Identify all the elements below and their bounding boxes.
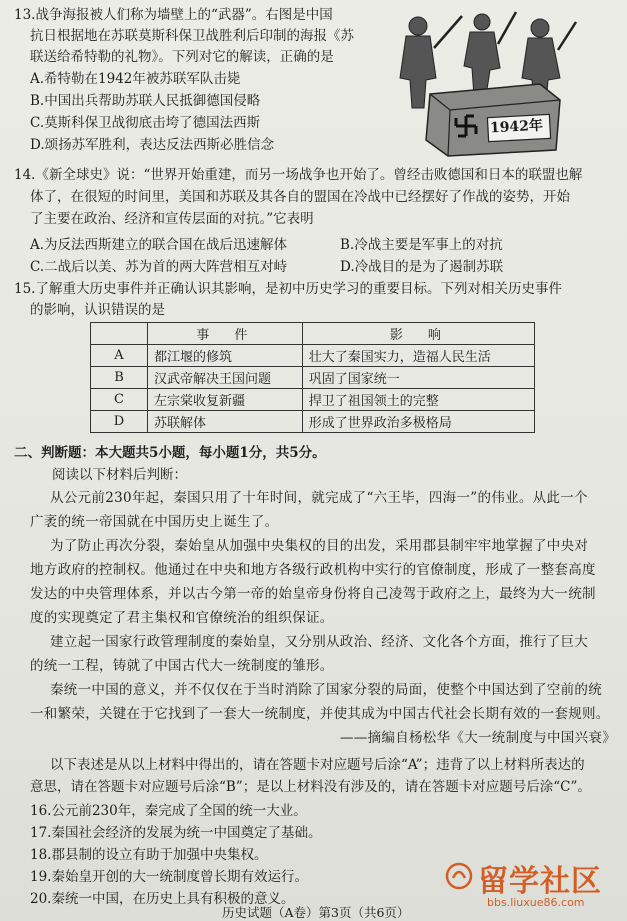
q14-option-d: D.冷战目的是为了遏制苏联: [340, 259, 504, 275]
events-table: [90, 322, 535, 433]
row-event: 汉武帝解决王国问题: [148, 367, 303, 389]
q13-line-3: 联送给希特勒的礼物》。下列对它的解读，正确的是: [30, 49, 334, 65]
q13-option-a: A.希特勒在1942年被苏联军队击毙: [30, 71, 241, 87]
q15-line-2: 的影响，认识错误的是: [30, 302, 165, 318]
table-row: [91, 367, 535, 389]
row-event: 都江堰的修筑: [148, 345, 303, 367]
material-line: 广袤的统一帝国就在中国历史上诞生了。: [30, 514, 279, 530]
table-header-impact: 影 响: [302, 323, 534, 345]
section-2-intro: 阅读以下材料后判断：: [52, 467, 187, 483]
q13-line-2: 抗日根据地在苏联莫斯科保卫战胜利后印制的海报《苏: [30, 28, 354, 44]
q14-line-2: 体了，在很短的时间里，美国和苏联及其各自的盟国在冷战中已经摆好了作战的姿势，开始: [30, 189, 570, 205]
table-header-event: 事 件: [148, 323, 303, 345]
q14-option-b: B.冷战主要是军事上的对抗: [340, 237, 503, 253]
judgment-item-19: 19.秦始皇开创的大一统制度曾长期有效运行。: [30, 869, 308, 885]
watermark-brand: 留学社区: [478, 864, 602, 899]
table-row: [91, 389, 535, 411]
section-2-title: 二、判断题：本大题共5小题，每小题1分，共5分。: [14, 445, 326, 461]
q14-line-3: 了主要在政治、经济和宣传层面的对抗。”它表明: [30, 211, 314, 227]
row-label: B: [91, 367, 148, 389]
material-line: 一和繁荣，关键在于它找到了一套大一统制度，并使其成为中国古代社会长期有效的一套规则。: [30, 706, 610, 722]
row-label: A: [91, 345, 148, 367]
material-line: 地方政府的控制权。他通过在中央和地方各级行政机构中实行的官僚制度，形成了一整套高度: [30, 562, 596, 578]
table-header-blank: [91, 323, 148, 345]
q15-line-1: 15.了解重大历史事件并正确认识其影响，是初中历史学习的重要目标。下列对相关历史事件: [14, 281, 562, 297]
judgment-item-16: 16.公元前230年，秦完成了全国的统一大业。: [30, 803, 307, 819]
row-impact: 形成了世界政治多极格局: [302, 411, 534, 433]
row-event: 左宗棠收复新疆: [148, 389, 303, 411]
poster-year-label: 1942年: [489, 117, 544, 137]
judgment-item-18: 18.郡县制的设立有助于加强中央集权。: [30, 847, 268, 863]
q13-option-c: C.莫斯科保卫战彻底击垮了德国法西斯: [30, 115, 261, 131]
row-impact: 捍卫了祖国领土的完整: [302, 389, 534, 411]
watermark-url: bbs.liuxue86.com: [487, 896, 585, 909]
material-line: 的统一工程，铸就了中国古代大一统制度的雏形。: [30, 658, 334, 674]
instruction-line-2: 意思，请在答题卡对应题号后涂“B”；是以上材料没有涉及的，请在答题卡对应题号后涂“C”。: [30, 779, 591, 795]
q13-line-1: 13.战争海报被人们称为墙壁上的“武器”。右图是中国: [14, 7, 333, 23]
material-line: 秦统一中国的意义，并不仅仅在于当时消除了国家分裂的局面，使整个中国达到了空前的统: [50, 682, 602, 698]
judgment-item-20: 20.秦统一中国，在历史上具有积极的意义。: [30, 891, 295, 907]
table-row: [91, 411, 535, 433]
q13-option-b: B.中国出兵帮助苏联人民抵御德国侵略: [30, 93, 261, 109]
material-line: 建立起一国家行政管理制度的秦始皇，又分别从政治、经济、文化各个方面，推行了巨大: [50, 634, 589, 650]
material-line: 从公元前230年起，秦国只用了十年时间，就完成了“六王毕，四海一”的伟业。从此一个: [50, 490, 588, 506]
row-impact: 壮大了秦国实力，造福人民生活: [302, 345, 534, 367]
row-event: 苏联解体: [148, 411, 303, 433]
row-impact: 巩固了国家统一: [302, 367, 534, 389]
instruction-line-1: 以下表述是从以上材料中得出的，请在答题卡对应题号后涂“A”；违背了以上材料所表达的: [50, 757, 585, 773]
watermark-logo-icon: [445, 862, 473, 890]
row-label: D: [91, 411, 148, 433]
material-line: 度的实现奠定了君主集权和官僚统治的组织保证。: [30, 610, 334, 626]
q14-line-1: 14.《新全球史》说：“世界开始重建，而另一场战争也开始了。曾经击败德国和日本的联盟也解: [14, 167, 583, 183]
page-footer: 历史试题（A卷）第3页（共6页）: [222, 905, 410, 920]
war-poster-illustration: [390, 8, 580, 158]
material-line: 为了防止再次分裂，秦始皇从加强中央集权的目的出发，采用郡县制牢牢地掌握了中央对: [50, 538, 589, 554]
q14-option-c: C.二战后以美、苏为首的两大阵营相互对峙: [30, 259, 288, 275]
q14-option-a: A.为反法西斯建立的联合国在战后迅速解体: [30, 237, 288, 253]
q13-option-d: D.颂扬苏军胜利，表达反法西斯必胜信念: [30, 137, 275, 153]
judgment-item-17: 17.秦国社会经济的发展为统一中国奠定了基础。: [30, 825, 322, 841]
row-label: C: [91, 389, 148, 411]
table-header-row: [91, 323, 535, 345]
table-row: [91, 345, 535, 367]
material-line: 发达的中央管理体系，并以古今第一帝的始皇帝身份将自己凌驾于政府之上，最终为大一统制: [30, 586, 596, 602]
material-source: ——摘编自杨松华《大一统制度与中国兴衰》: [340, 730, 616, 746]
